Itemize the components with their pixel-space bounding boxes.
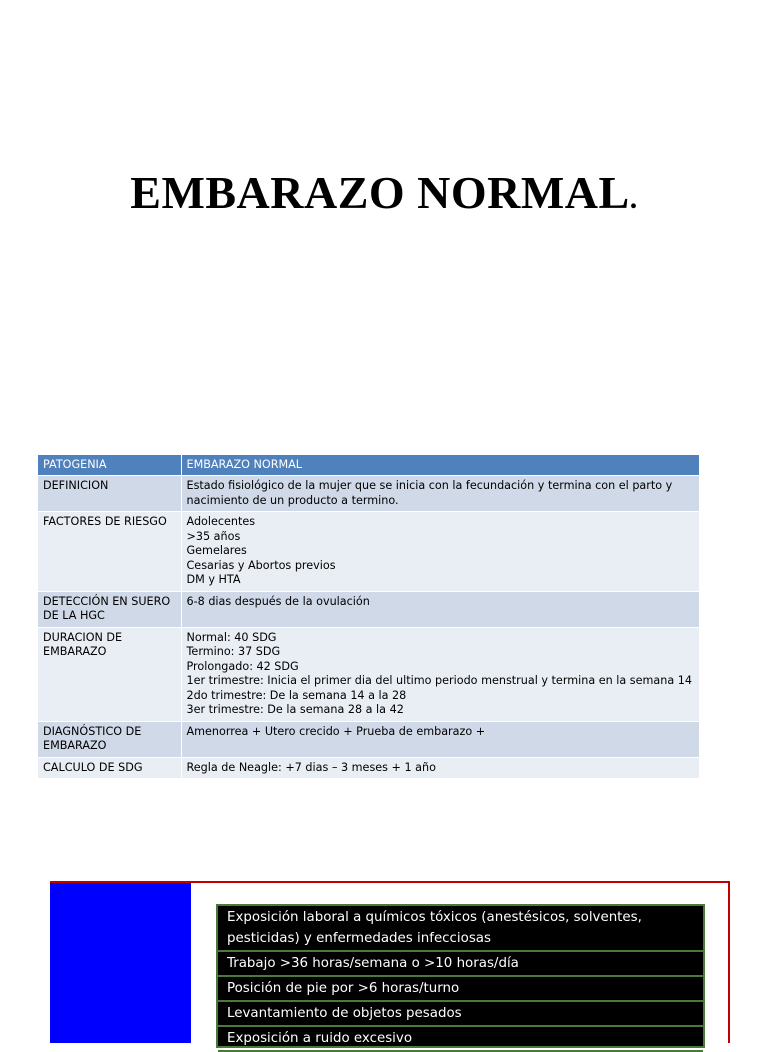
- row-value-line: Cesarias y Abortos previos: [186, 558, 336, 572]
- pregnancy-table: [38, 455, 699, 778]
- table-row: [38, 721, 699, 757]
- page-title: [0, 166, 768, 219]
- table-header-row: [38, 455, 699, 476]
- row-value: [181, 476, 699, 512]
- row-value-line: Normal: 40 SDG: [186, 630, 277, 644]
- row-value-line: Regla de Neagle: +7 dias – 3 meses + 1 año: [186, 760, 436, 774]
- table-body: [38, 476, 699, 779]
- row-label: DURACION DE EMBARAZO: [38, 627, 181, 721]
- row-label: FACTORES DE RIESGO: [38, 512, 181, 592]
- title-text: EMBARAZO NORMAL: [130, 167, 630, 218]
- risk-list-item: Exposición a ruido excesivo: [218, 1027, 703, 1052]
- row-label: DETECCIÓN EN SUERO DE LA HGC: [38, 591, 181, 627]
- blue-block: [50, 883, 191, 1043]
- row-value-line: 6-8 dias después de la ovulación: [186, 594, 370, 608]
- title-dot: .: [629, 182, 638, 215]
- row-value: [181, 721, 699, 757]
- second-slide: [50, 881, 730, 1046]
- table-row: [38, 591, 699, 627]
- row-value-line: Gemelares: [186, 544, 247, 557]
- row-label: DEFINICION: [38, 476, 181, 512]
- table-row: [38, 476, 699, 512]
- row-value: [181, 757, 699, 778]
- row-value-line: Termino: 37 SDG: [186, 645, 281, 658]
- row-label: DIAGNÓSTICO DE EMBARAZO: [38, 721, 181, 757]
- risk-list-item: Exposición laboral a químicos tóxicos (anestésicos, solventes, pesticidas) y enfermedades infecciosas: [218, 906, 703, 952]
- row-value-line: 1er trimestre: Inicia el primer dia del ultimo periodo menstrual y termina en la semana 14: [186, 674, 692, 687]
- info-table: [38, 455, 700, 778]
- row-value-line: >35 años: [186, 529, 241, 543]
- row-value: [181, 627, 699, 721]
- risk-list-item: Levantamiento de objetos pesados: [218, 1002, 703, 1027]
- header-col-1: PATOGENIA: [38, 455, 181, 476]
- table-row: [38, 757, 699, 778]
- row-value-line: Estado fisiológico de la mujer que se inicia con la fecundación y termina con el parto y nacimiento de un producto a termino.: [186, 479, 673, 507]
- row-value: [181, 512, 699, 592]
- risk-list-item: Posición de pie por >6 horas/turno: [218, 977, 703, 1002]
- row-value: [181, 591, 699, 627]
- row-value-line: Adolecentes: [186, 515, 256, 528]
- header-col-2: EMBARAZO NORMAL: [181, 455, 699, 476]
- risk-list-box: [216, 904, 705, 1048]
- risk-list-item: Trabajo >36 horas/semana o >10 horas/día: [218, 952, 703, 977]
- row-value-line: Prolongado: 42 SDG: [186, 659, 299, 673]
- row-value-line: 2do trimestre: De la semana 14 a la 28: [186, 688, 407, 702]
- row-value-line: DM y HTA: [186, 573, 241, 586]
- row-value-line: Amenorrea + Utero crecido + Prueba de embarazo +: [186, 724, 486, 738]
- row-value-line: 3er trimestre: De la semana 28 a la 42: [186, 703, 404, 716]
- table-row: [38, 627, 699, 721]
- table-row: [38, 512, 699, 592]
- row-label: CALCULO DE SDG: [38, 757, 181, 778]
